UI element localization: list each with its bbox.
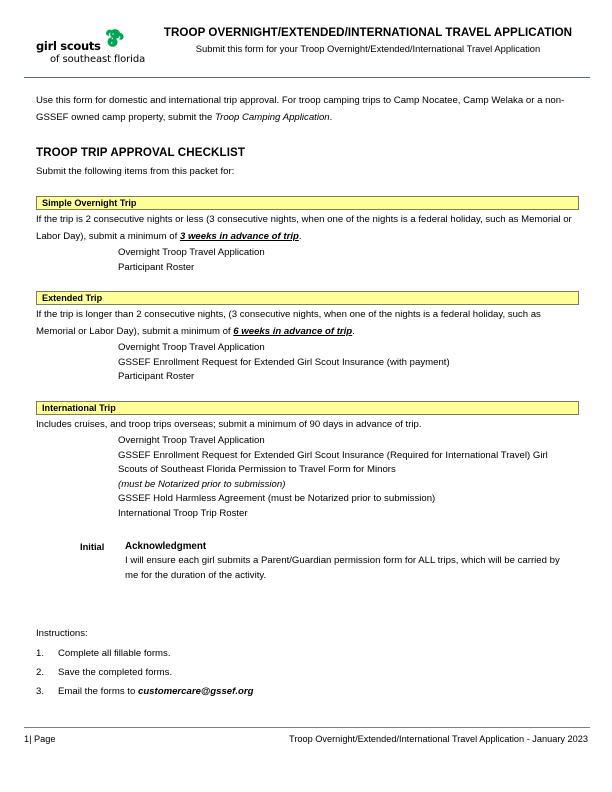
instruction-item [36, 682, 590, 701]
desc-suffix: . [298, 231, 302, 242]
footer-divider [24, 727, 590, 728]
instruction-item [36, 663, 590, 682]
acknowledgment-title: Acknowledgment [125, 540, 207, 552]
checklist-heading: TROOP TRIP APPROVAL CHECKLIST [36, 146, 246, 159]
logo-council-name: of southeast florida [50, 54, 146, 65]
instruction-number: 3. [36, 686, 45, 698]
list-item: Overnight Troop Travel Application [118, 247, 265, 258]
intro-line-1: Use this form for domestic and international trip approval. For troop camping trips to Camp Nocatee, Camp Welaka or [36, 95, 535, 106]
acknowledgment-body [125, 540, 575, 584]
intro-line-2-after: . [329, 112, 333, 123]
list-item: Scouts of Southeast Florida Permission to Travel Form for Minors [118, 464, 396, 476]
customer-care-email[interactable]: customercare@gssef.org [137, 686, 254, 698]
intro-paragraph [36, 92, 588, 126]
instruction-text: Save the completed forms. [58, 667, 173, 679]
instructions-block [36, 625, 590, 701]
section-extended-trip [36, 291, 590, 385]
description-extended-trip [36, 306, 581, 340]
list-item: Participant Roster [118, 261, 195, 273]
logo-wordmark: girl scouts [36, 38, 101, 53]
instructions-list [36, 644, 590, 701]
document-header [0, 0, 612, 72]
list-item: International Troop Trip Roster [118, 507, 248, 519]
instruction-number: 1. [36, 648, 45, 660]
troop-camping-application-ref: Troop Camping Application [214, 112, 330, 123]
instruction-text-part: Email the forms to [58, 686, 138, 698]
footer-document-title: Troop Overnight/Extended/International Travel Application - January 2023 [289, 734, 588, 744]
items-international-trip [118, 434, 590, 522]
document-body [36, 92, 590, 701]
desc-text: If the trip is longer than 2 consecutive nights, (3 consecutive nights, when one of the nights is a federal holiday, such as Memorial or Labor Day), submit a minimum of [36, 309, 541, 338]
intro-line-2-before: a non-GSSEF owned camp property, submit the [36, 95, 565, 123]
list-item: Overnight Troop Travel Application [118, 342, 265, 354]
header-title-block [154, 26, 588, 56]
items-simple-overnight-trip [118, 246, 590, 275]
desc-suffix: . [352, 326, 355, 338]
banner-extended-trip: Extended Trip [36, 291, 579, 305]
list-item: Participant Roster [118, 371, 195, 383]
desc-text: Includes cruises, and troop trips overseas; submit a minimum of 90 days in advance of trip. [36, 418, 422, 430]
lead-time-emphasis: 3 weeks in advance of trip [179, 231, 299, 242]
list-item: Overnight Troop Travel Application [118, 434, 265, 446]
header-divider [24, 77, 590, 78]
desc-text: If the trip is 2 consecutive nights or less (3 consecutive nights, when one of the nights is a federal holiday, such as Memorial or Labor Day), submit a minimum of [36, 214, 572, 242]
page-title: TROOP OVERNIGHT/EXTENDED/INTERNATIONAL TRAVEL APPLICATION [163, 26, 573, 39]
instructions-label: Instructions: [36, 628, 88, 640]
page-subtitle: Submit this form for your Troop Overnight/Extended/International Travel Application [195, 43, 541, 55]
list-item: GSSEF Enrollment Request for Extended Girl Scout Insurance (Required for International Travel) Girl [118, 449, 548, 461]
document-footer [24, 727, 590, 744]
instruction-item [36, 644, 590, 663]
description-simple-overnight-trip [36, 211, 581, 245]
page-number: 1| Page [24, 734, 56, 744]
instruction-number: 2. [36, 667, 45, 679]
section-international-trip [36, 401, 590, 522]
list-item: (must be Notarized prior to submission) [118, 478, 286, 490]
instruction-text: Complete all fillable forms. [58, 648, 171, 660]
initial-label: Initial [80, 541, 105, 552]
acknowledgment-block [80, 540, 590, 584]
acknowledgment-text: I will ensure each girl submits a Parent/Guardian permission form for ALL trips, which will be carried by me for the duration of the activity. [125, 555, 560, 581]
lead-time-emphasis: 6 weeks in advance of trip [233, 326, 353, 338]
banner-simple-overnight-trip: Simple Overnight Trip [36, 196, 579, 210]
list-item: GSSEF Enrollment Request for Extended Girl Scout Insurance (with payment) [118, 356, 450, 368]
checklist-subheading: Submit the following items from this packet for: [36, 166, 235, 177]
description-international-trip [36, 416, 581, 433]
list-item: GSSEF Hold Harmless Agreement (must be Notarized prior to submission) [118, 493, 436, 505]
items-extended-trip [118, 341, 590, 385]
trefoil-icon [104, 28, 124, 51]
gssef-logo [36, 26, 154, 65]
section-simple-overnight-trip [36, 196, 590, 275]
banner-international-trip: International Trip [36, 401, 579, 415]
instruction-text [58, 682, 253, 701]
